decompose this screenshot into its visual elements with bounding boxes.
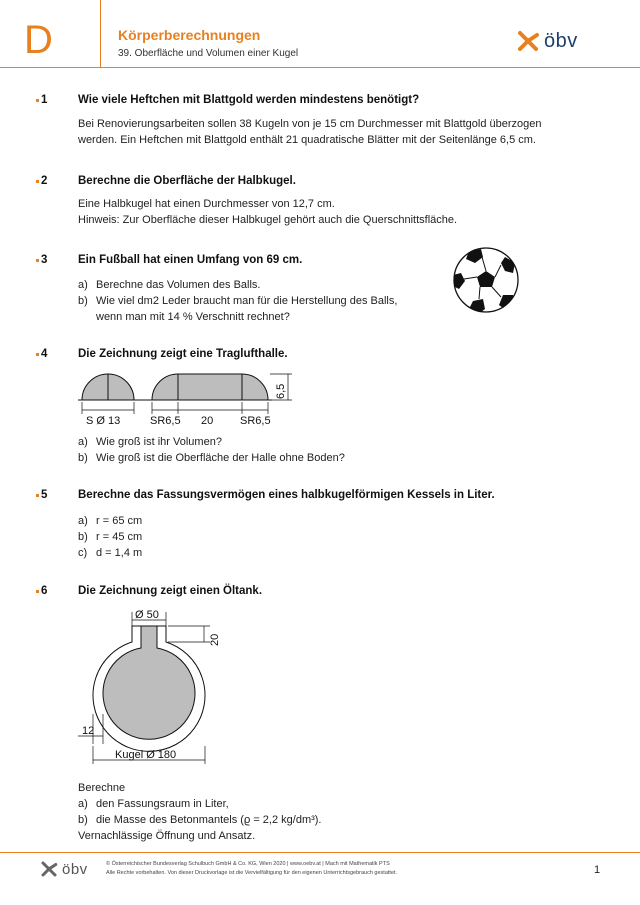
dim-radius-right: SR6,5 <box>240 415 271 427</box>
difficulty-marker <box>36 494 39 497</box>
difficulty-marker <box>36 590 39 593</box>
dim-sphere-diameter: S Ø 13 <box>86 415 121 427</box>
task-number: 6 <box>36 585 47 597</box>
task-items <box>78 513 598 561</box>
task-title: Die Zeichnung zeigt eine Traglufthalle. <box>78 348 288 360</box>
oil-tank-figure <box>70 604 240 770</box>
difficulty-marker <box>36 99 39 102</box>
logo-text: öbv <box>544 29 578 52</box>
task-text: Eine Halbkugel hat einen Durchmesser von 12,7 cm. Hinweis: Zur Oberfläche dieser Halbkugel gehört auch die Querschnittsfläche. <box>78 198 458 226</box>
air-hall-figure <box>70 366 300 428</box>
list-item: a) Wie groß ist ihr Volumen? <box>78 436 222 448</box>
footer-logo-text: öbv <box>62 860 88 878</box>
task-title: Berechne die Oberfläche der Halbkugel. <box>78 175 296 187</box>
list-item: a) r = 65 cm <box>78 515 143 527</box>
star-logo-icon <box>40 860 58 878</box>
footer-copyright: © Österreichischer Bundesverlag Schulbuch GmbH & Co. KG, Wien 2020 | www.oebv.at | Mach mit Mathematik PTS Alle Rechte vorbehalten. Von dieser Druckvorlage ist die Vervielfältigung für den eigenen Unterrichtsgebrauch gestattet. <box>106 861 398 876</box>
star-logo-icon <box>516 29 540 53</box>
chapter-title: Körperberechnungen <box>118 27 261 43</box>
dim-wall: 12 <box>82 725 95 737</box>
dim-length: 20 <box>201 415 214 427</box>
task-6-text: Berechne a) den Fassungsraum in Liter, b) die Masse des Betonmantels (ϱ = 2,2 kg/dm³). Vernachlässige Öffnung und Ansatz. <box>78 780 598 844</box>
footer-rule <box>0 852 640 853</box>
task-4-items <box>78 434 598 466</box>
task-number: 5 <box>36 489 47 501</box>
dim-height: 6,5 <box>275 383 287 399</box>
dim-sphere: Kugel Ø 180 <box>115 749 177 761</box>
publisher-logo <box>516 28 578 54</box>
task-number: 3 <box>36 254 47 266</box>
footer-logo <box>40 859 88 879</box>
task-number: 1 <box>36 94 47 106</box>
header-rule <box>0 67 640 68</box>
task-number: 2 <box>36 175 47 187</box>
list-item: a) Berechne das Volumen des Balls. <box>78 279 261 291</box>
list-item: c) d = 1,4 m <box>78 547 143 559</box>
task-title: Berechne das Fassungsvermögen eines halbkugelförmigen Kessels in Liter. <box>78 489 495 501</box>
task-number: 4 <box>36 348 47 360</box>
difficulty-marker <box>36 259 39 262</box>
task-items <box>78 277 438 325</box>
list-item: b) die Masse des Betonmantels (ϱ = 2,2 kg/dm³). <box>78 814 322 826</box>
task-title: Wie viele Heftchen mit Blattgold werden mindestens benötigt? <box>78 94 420 106</box>
header-divider <box>100 0 101 68</box>
dim-opening: Ø 50 <box>135 609 159 621</box>
list-item: b) Wie viel dm2 Leder braucht man für die Herstellung des Balls, <box>78 295 398 307</box>
difficulty-marker <box>36 353 39 356</box>
page-header <box>0 0 640 68</box>
list-item: b) Wie groß ist die Oberfläche der Halle ohne Boden? <box>78 452 345 464</box>
section-subtitle: 39. Oberfläche und Volumen einer Kugel <box>118 48 299 59</box>
dim-radius-left: SR6,5 <box>150 415 181 427</box>
difficulty-marker <box>36 180 39 183</box>
soccer-ball-icon <box>451 245 521 315</box>
list-item: wenn man mit 14 % Verschnitt rechnet? <box>96 311 290 323</box>
page-number: 1 <box>594 864 601 876</box>
task-text: Bei Renovierungsarbeiten sollen 38 Kugeln von je 15 cm Durchmesser mit Blattgold überzogen werden. Ein Heftchen mit Blattgold enthält 21 quadratische Blätter mit der Seitenlänge 6,5 cm. <box>78 118 542 146</box>
task-title: Die Zeichnung zeigt einen Öltank. <box>78 585 263 597</box>
dim-neck-height: 20 <box>209 633 221 646</box>
list-item: b) r = 45 cm <box>78 531 143 543</box>
chapter-letter: D <box>24 18 53 62</box>
list-item: a) den Fassungsraum in Liter, <box>78 798 229 810</box>
task-title: Ein Fußball hat einen Umfang von 69 cm. <box>78 254 303 266</box>
